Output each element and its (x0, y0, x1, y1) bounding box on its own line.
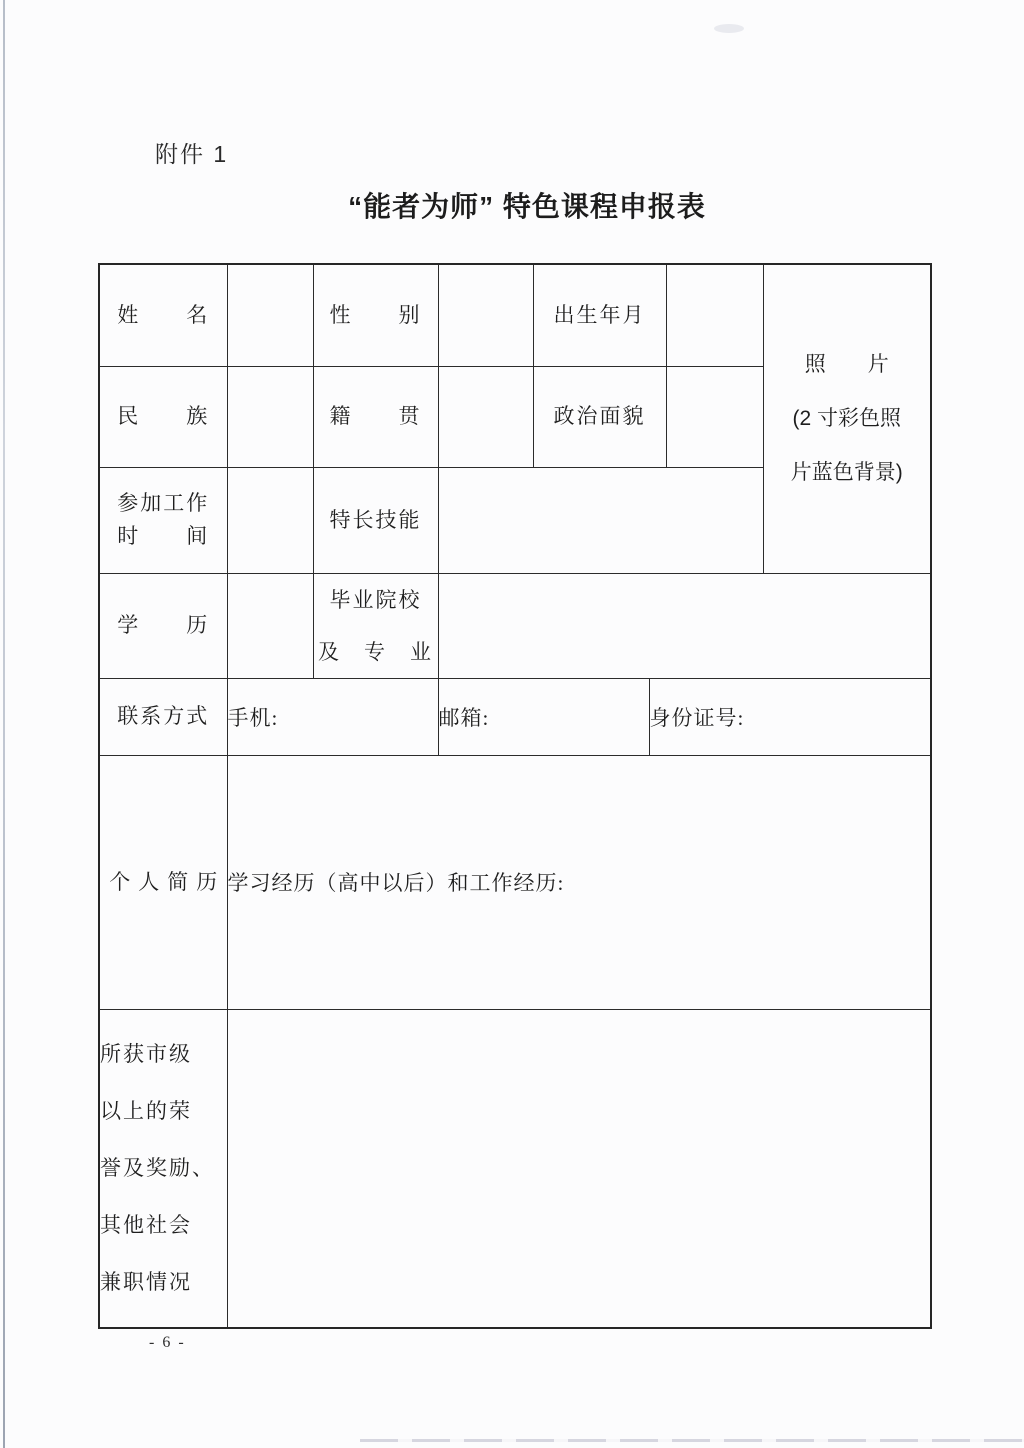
scan-artifact-left-edge (3, 0, 5, 1448)
contact-label-cell: 联系方式 (99, 678, 227, 755)
table-row (99, 573, 931, 678)
honors-line-4: 其他社会 (100, 1212, 192, 1237)
mobile-field-cell: 手机: (227, 678, 438, 755)
work-start-time-value-cell (227, 467, 313, 573)
photo-label: 照 片 (804, 352, 889, 376)
college-major-line2: 及 专 业 (318, 639, 433, 664)
birth-date-value-cell (666, 264, 763, 366)
table-row (99, 755, 931, 1009)
photo-cell (763, 264, 931, 573)
native-place-label-cell: 籍 贯 (313, 366, 438, 467)
honors-line-3: 誉及奖励、 (100, 1155, 215, 1180)
resume-label-cell: 个人简历 (99, 755, 227, 1009)
attachment-label: 附件 1 (155, 141, 229, 167)
work-start-time-line1: 参加工作 (117, 491, 210, 516)
political-status-label-cell: 政治面貌 (533, 366, 666, 467)
gender-label-cell: 性 别 (313, 264, 438, 366)
name-value-cell (227, 264, 313, 366)
honors-content-cell (227, 1009, 931, 1328)
photo-note-line2: 片蓝色背景) (790, 460, 903, 484)
table-row (99, 264, 931, 366)
page-number: - 6 - (149, 1334, 186, 1351)
email-field-cell: 邮箱: (438, 678, 649, 755)
name-label-cell: 姓 名 (99, 264, 227, 366)
college-major-label-cell (313, 573, 438, 678)
id-number-field-cell: 身份证号: (649, 678, 931, 755)
education-label-cell: 学 历 (99, 573, 227, 678)
skills-value-cell (438, 467, 763, 573)
honors-label-cell (99, 1009, 227, 1328)
application-form-table (98, 263, 932, 1329)
birth-date-label-cell: 出生年月 (533, 264, 666, 366)
work-start-time-label-cell (99, 467, 227, 573)
ethnicity-label-cell: 民 族 (99, 366, 227, 467)
scan-artifact-bottom-edge (360, 1439, 1024, 1442)
political-status-value-cell (666, 366, 763, 467)
native-place-value-cell (438, 366, 533, 467)
honors-line-5: 兼职情况 (100, 1269, 192, 1294)
skills-label-cell: 特长技能 (313, 467, 438, 573)
scan-artifact-smudge (714, 24, 744, 33)
gender-value-cell (438, 264, 533, 366)
photo-note-line1: (2 寸彩色照 (792, 406, 901, 430)
honors-line-1: 所获市级 (100, 1041, 192, 1066)
ethnicity-value-cell (227, 366, 313, 467)
work-start-time-line2: 时 间 (117, 524, 210, 548)
resume-content-cell: 学习经历（高中以后）和工作经历: (227, 755, 931, 1009)
honors-line-2: 以上的荣 (100, 1098, 192, 1123)
college-major-line1: 毕业院校 (329, 587, 422, 612)
table-row (99, 1009, 931, 1328)
table-row (99, 678, 931, 755)
college-major-value-cell (438, 573, 931, 678)
form-title: “能者为师” 特色课程申报表 (348, 191, 706, 222)
education-value-cell (227, 573, 313, 678)
